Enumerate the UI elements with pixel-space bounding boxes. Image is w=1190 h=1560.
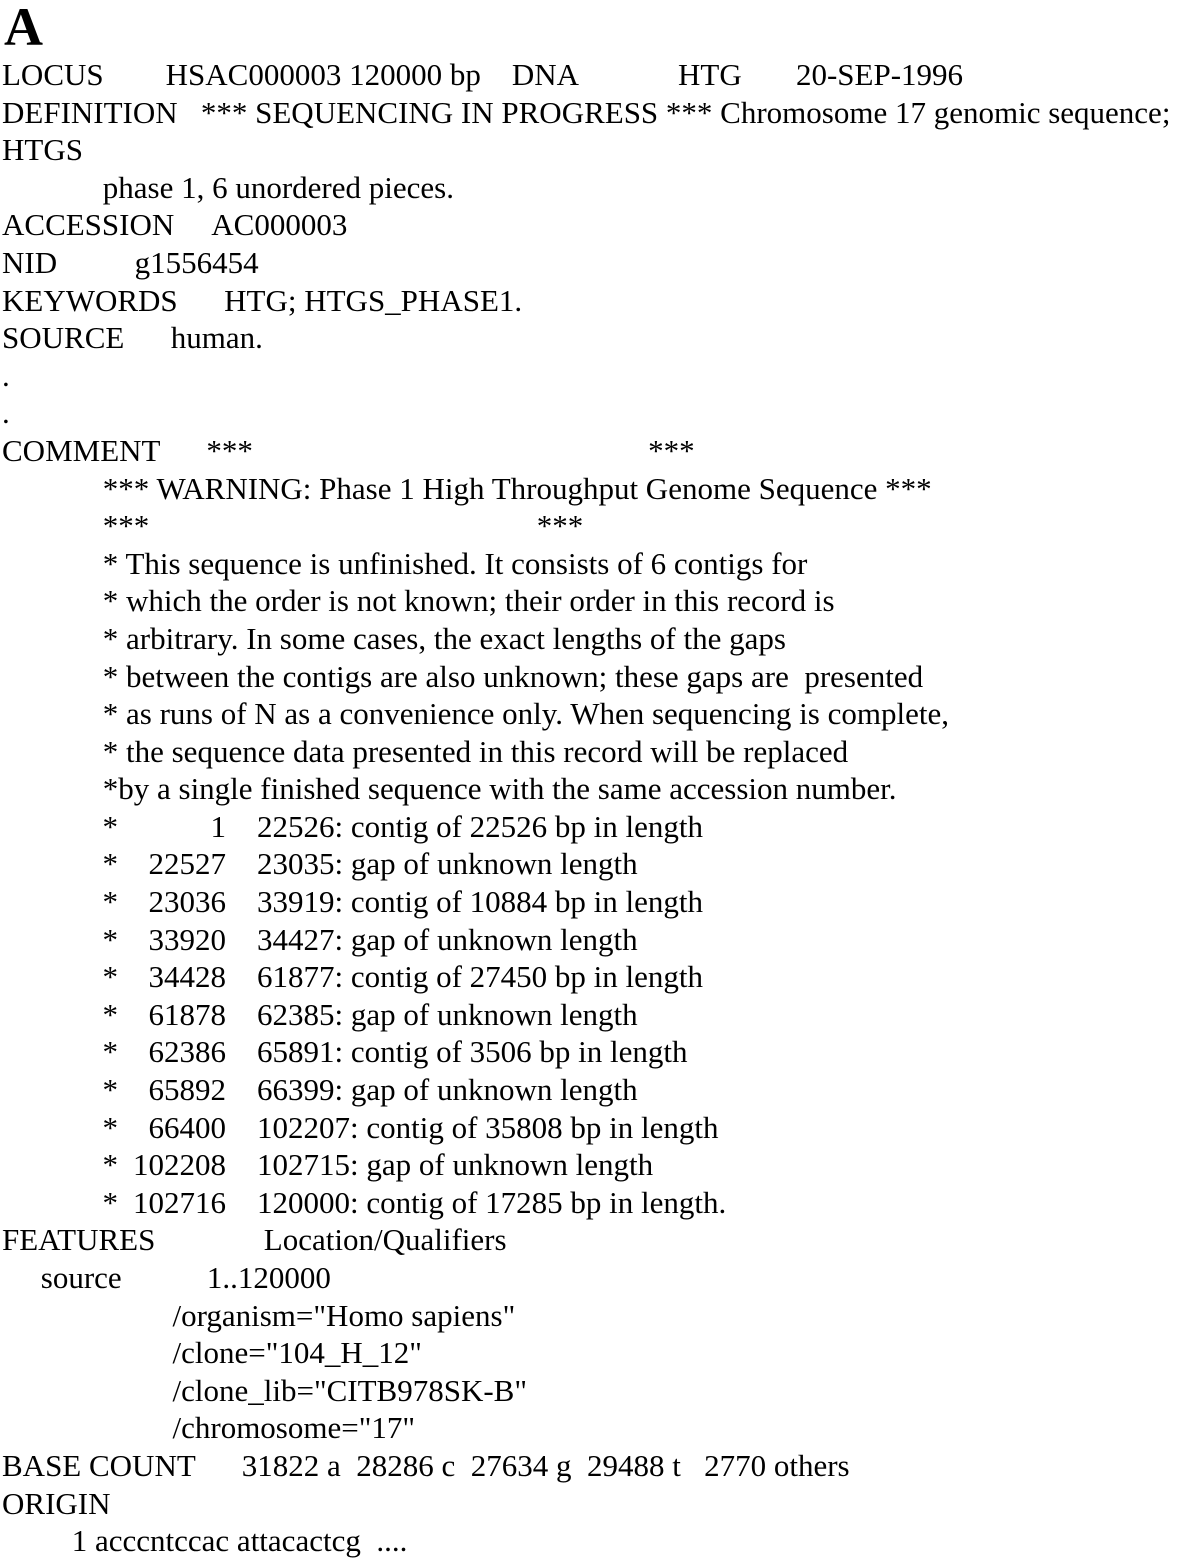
sequence-line: 1 acccntccac attacactcg .... [2,1523,408,1559]
asterisk: * [102,996,118,1032]
contig-map-row [2,1146,1190,1184]
asterisk: * [102,808,118,844]
asterisk: * [102,846,118,882]
source-feature-line: source 1..120000 [2,1260,331,1295]
contig-start: 1 [210,808,226,844]
contig-end-desc: 23035: gap of unknown length [257,846,638,882]
contig-map-row [2,845,1190,883]
asterisk: * [102,1109,118,1145]
contig-start: 22527 [148,846,226,882]
chromosome-qualifier-line: /chromosome="17" [2,1410,416,1446]
contig-end-desc: 61877: contig of 27450 bp in length [257,959,704,995]
comment-line: * arbitrary. In some cases, the exact lengths of the gaps [2,620,786,656]
clone-lib-qualifier-line: /clone_lib="CITB978SK-B" [2,1372,528,1408]
definition-line: DEFINITION *** SEQUENCING IN PROGRESS *** Chromosome 17 genomic sequence; [2,94,1171,130]
contig-end-desc: 62385: gap of unknown length [257,996,638,1032]
asterisk: * [102,1072,118,1108]
ellipsis-dot-line: . [2,395,10,431]
comment-warning-line: *** WARNING: Phase 1 High Throughput Genome Sequence *** [2,470,932,506]
contig-map-row [2,1033,1190,1071]
contig-start: 102208 [133,1147,226,1183]
contig-map-row [2,808,1190,846]
nid-line: NID g1556454 [2,244,259,280]
contig-start: 62386 [148,1034,226,1070]
comment-line: * between the contigs are also unknown; these gaps are presented [2,658,924,694]
organism-qualifier-line: /organism="Homo sapiens" [2,1297,516,1333]
contig-start: 65892 [148,1072,226,1108]
comment-line: * the sequence data presented in this record will be replaced [2,733,849,769]
contig-end-desc: 65891: contig of 3506 bp in length [257,1034,688,1070]
contig-end-desc: 33919: contig of 10884 bp in length [257,884,704,920]
definition-phase-line: phase 1, 6 unordered pieces. [2,169,454,205]
comment-line: *by a single finished sequence with the same accession number. [2,771,897,807]
contig-end-desc: 102715: gap of unknown length [257,1147,654,1183]
asterisk: * [102,959,118,995]
contig-end-desc: 34427: gap of unknown length [257,921,638,957]
clone-qualifier-line: /clone="104_H_12" [2,1335,422,1371]
asterisk: * [102,1184,118,1220]
comment-line: * which the order is not known; their order in this record is [2,583,835,619]
base-count-line: BASE COUNT 31822 a 28286 c 27634 g 29488 t 2770 others [2,1447,850,1483]
asterisk: * [102,884,118,920]
comment-line: *** *** [2,508,584,544]
contig-map-row [2,1071,1190,1109]
contig-map-row [2,921,1190,959]
contig-start: 33920 [148,921,226,957]
contig-end-desc: 102207: contig of 35808 bp in length [257,1109,719,1145]
contig-start: 102716 [133,1184,226,1220]
features-header-line: FEATURES Location/Qualifiers [2,1222,507,1258]
comment-line: * This sequence is unfinished. It consists of 6 contigs for [2,545,808,581]
contig-start: 66400 [148,1109,226,1145]
source-line: SOURCE human. [2,320,263,356]
figure-panel-label: A [4,0,43,57]
contig-map-row [2,1109,1190,1147]
asterisk: * [102,921,118,957]
contig-end-desc: 22526: contig of 22526 bp in length [257,808,704,844]
ellipsis-dot-line: . [2,357,10,393]
locus-line: LOCUS HSAC000003 120000 bp DNA HTG 20-SEP-1996 [2,57,964,92]
contig-start: 61878 [148,996,226,1032]
comment-line: * as runs of N as a convenience only. When sequencing is complete, [2,696,949,732]
contig-end-desc: 66399: gap of unknown length [257,1072,638,1108]
accession-line: ACCESSION AC000003 [2,207,348,243]
keywords-line: KEYWORDS HTG; HTGS_PHASE1. [2,282,523,318]
contig-map-row [2,1184,1190,1222]
contig-map-row [2,996,1190,1034]
definition-wrap-line: HTGS [2,132,83,168]
contig-map-row [2,883,1190,921]
comment-line: COMMENT *** *** [2,432,695,468]
asterisk: * [102,1147,118,1183]
contig-start: 34428 [148,959,226,995]
origin-line: ORIGIN [2,1485,111,1521]
asterisk: * [102,1034,118,1070]
contig-end-desc: 120000: contig of 17285 bp in length. [257,1184,727,1220]
contig-map-row [2,958,1190,996]
contig-start: 23036 [148,884,226,920]
